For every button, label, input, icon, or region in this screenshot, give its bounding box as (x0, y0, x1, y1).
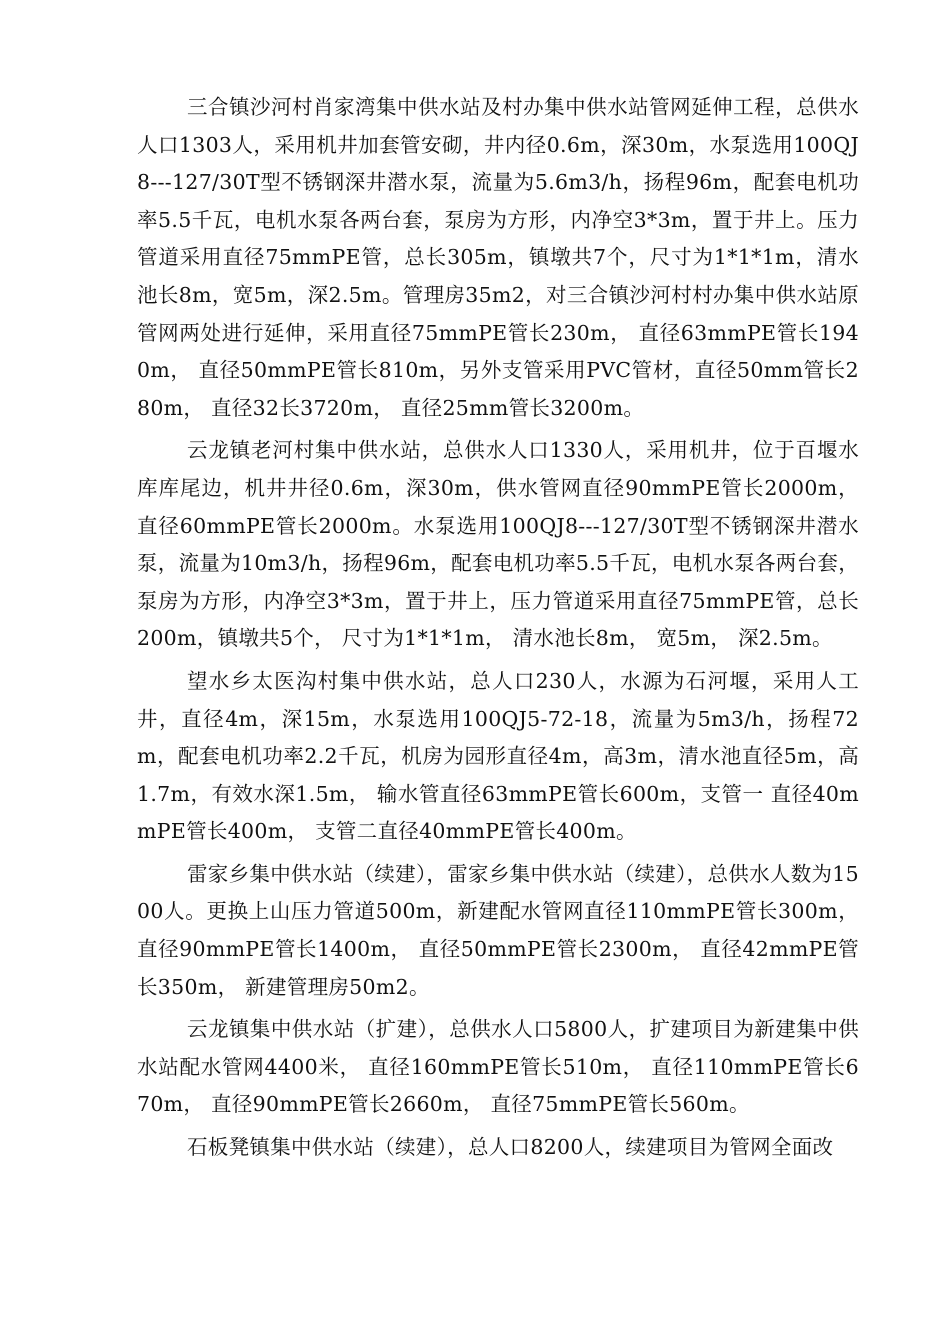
paragraph-shibandeng: 石板凳镇集中供水站（续建），总人口8200人，续建项目为管网全面改 (187, 1135, 834, 1160)
document-body (137, 89, 859, 1172)
paragraph-sanhe-shahe: 三合镇沙河村肖家湾集中供水站及村办集中供水站管网延伸工程，总供水人口1303人，采用机井加套管安砌，井内径0.6m，深30m，水泵选用100QJ8---127/30T型不锈钢深井潜水泵，流量为5.6m3/h，扬程96m，配套电机功率5.5千瓦，电机水泵各两台套，泵房为方形，内净空3*3m，置于井上。压力管道采用直径75mmPE管，总长305m，镇墩共7个，尺寸为1*1*1m，清水池长8m，宽5m，深2.5m。管理房35m2，对三合镇沙河村村办集中供水站原管网两处进行延伸，采用直径75mmPE管长230m， 直径63mmPE管长1940m， 直径50mmPE管长810m，另外支管采用PVC管材，直径50mm管长280m， 直径32长3720m， 直径25mm管长3200m。 (137, 95, 859, 420)
paragraph-yunlong-expansion: 云龙镇集中供水站（扩建），总供水人口5800人，扩建项目为新建集中供水站配水管网4400米， 直径160mmPE管长510m， 直径110mmPE管长670m， 直径90mmPE管长2660m， 直径75mmPE管长560m。 (137, 1017, 859, 1117)
paragraph-yunlong-laohe: 云龙镇老河村集中供水站，总供水人口1330人，采用机井，位于百堰水库库尾边，机井井径0.6m，深30m，供水管网直径90mmPE管长2000m， 直径60mmPE管长2000m。水泵选用100QJ8---127/30T型不锈钢深井潜水泵，流量为10m3/h，扬程96m，配套电机功率5.5千瓦，电机水泵各两台套，泵房为方形，内净空3*3m，置于井上，压力管道采用直径75mmPE管，总长200m，镇墩共5个， 尺寸为1*1*1m， 清水池长8m， 宽5m， 深2.5m。 (137, 438, 860, 651)
paragraph-leijia: 雷家乡集中供水站（续建），雷家乡集中供水站（续建），总供水人数为1500人。更换上山压力管道500m，新建配水管网直径110mmPE管长300m， 直径90mmPE管长1400m， 直径50mmPE管长2300m， 直径42mmPE管长350m， 新建管理房50m2。 (137, 861, 859, 999)
paragraph-wangshui-taiyigou: 望水乡太医沟村集中供水站，总人口230人，水源为石河堰，采用人工井，直径4m，深15m，水泵选用100QJ5-72-18，流量为5m3/h，扬程72m，配套电机功率2.2千瓦，机房为园形直径4m，高3m，清水池直径5m，高1.7m，有效水深1.5m， 输水管直径63mmPE管长600m，支管一 直径40mmPE管长400m， 支管二直径40mmPE管长400m。 (137, 668, 859, 844)
